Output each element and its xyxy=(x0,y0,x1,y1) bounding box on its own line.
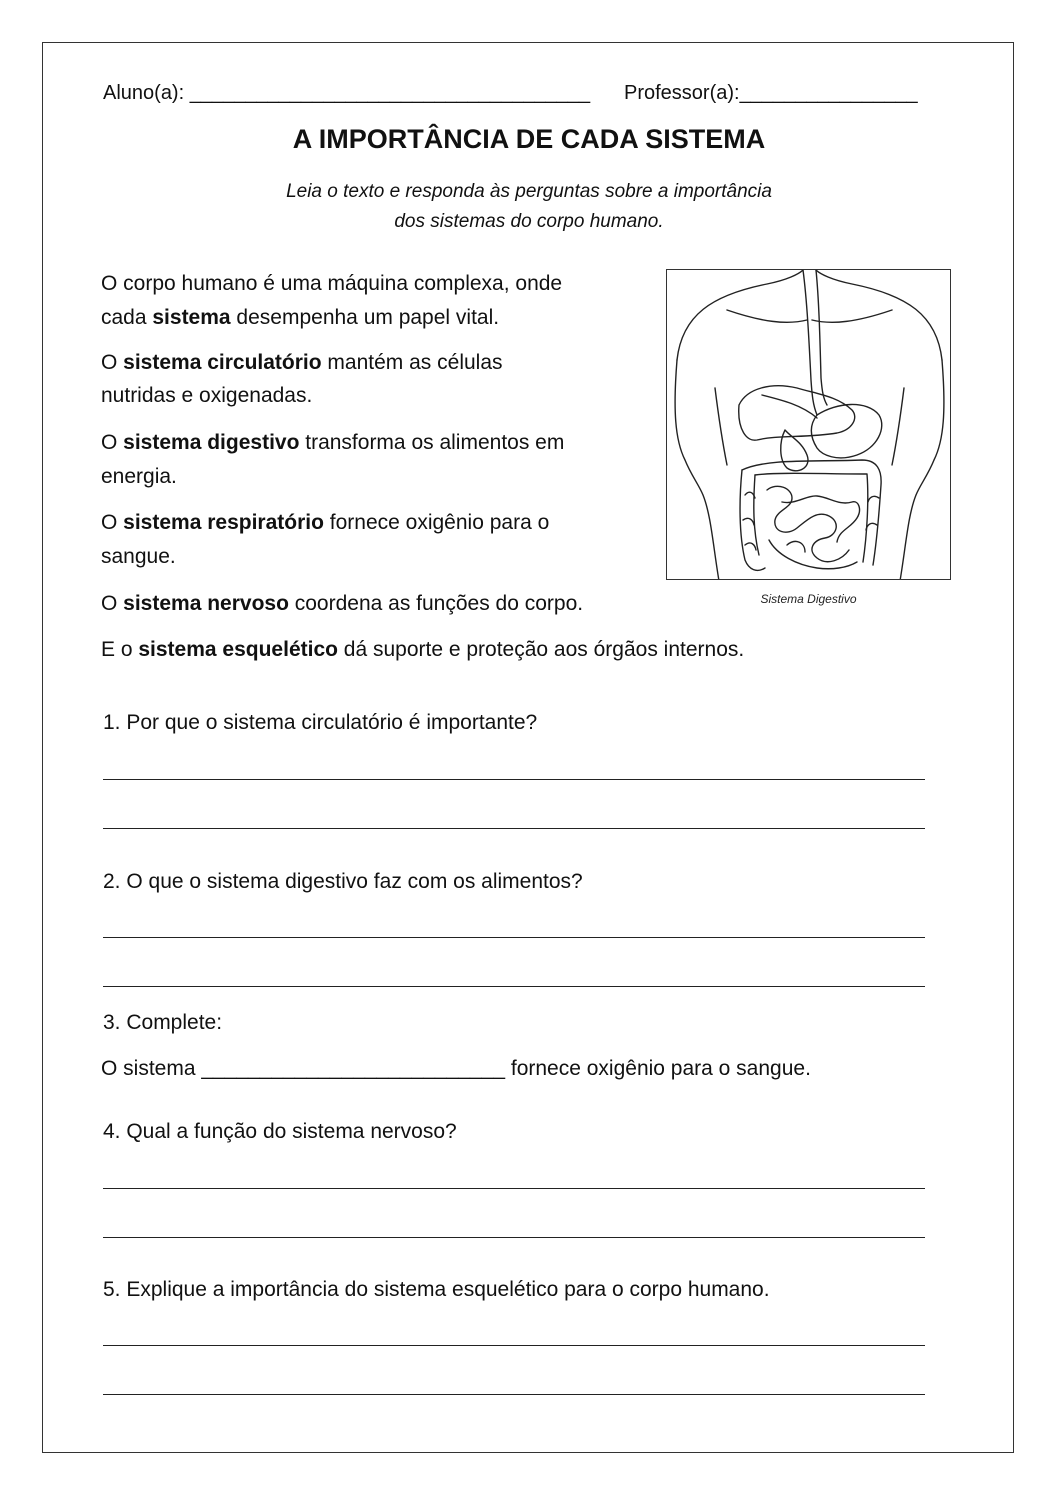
paragraph-4-line-1: O sistema respiratório fornece oxigênio para o xyxy=(101,511,550,534)
paragraph-1-line-1: O corpo humano é uma máquina complexa, onde xyxy=(101,272,563,295)
bold-term: sistema digestivo xyxy=(123,431,300,454)
answer-line[interactable] xyxy=(103,1345,925,1346)
paragraph-5: O sistema nervoso coordena as funções do corpo. xyxy=(101,592,584,615)
bold-term: sistema esquelético xyxy=(138,638,338,661)
instructions-line-2: dos sistemas do corpo humano. xyxy=(394,211,664,232)
bold-term: sistema xyxy=(152,306,231,329)
answer-line[interactable] xyxy=(103,779,925,780)
question-4: 4. Qual a função do sistema nervoso? xyxy=(103,1120,457,1143)
paragraph-2-line-2: nutridas e oxigenadas. xyxy=(101,384,313,407)
answer-line[interactable] xyxy=(103,1394,925,1395)
student-label: Aluno(a): xyxy=(103,82,185,104)
teacher-field xyxy=(624,82,918,105)
paragraph-6: E o sistema esquelético dá suporte e proteção aos órgãos internos. xyxy=(101,638,745,661)
question-3: 3. Complete: xyxy=(103,1011,223,1034)
paragraph-1-line-2: cada sistema desempenha um papel vital. xyxy=(101,306,500,329)
fill-in-blank[interactable]: __________________________ xyxy=(201,1057,506,1080)
question-3-sentence: O sistema __________________________ fornece oxigênio para o sangue. xyxy=(101,1057,811,1080)
question-1: 1. Por que o sistema circulatório é importante? xyxy=(103,711,538,734)
paragraph-3-line-2: energia. xyxy=(101,465,177,488)
paragraph-2-line-1: O sistema circulatório mantém as células xyxy=(101,351,503,374)
answer-line[interactable] xyxy=(103,828,925,829)
paragraph-4-line-2: sangue. xyxy=(101,545,176,568)
answer-line[interactable] xyxy=(103,937,925,938)
bold-term: sistema respiratório xyxy=(123,511,324,534)
bold-term: sistema nervoso xyxy=(123,592,289,615)
digestive-system-illustration-icon xyxy=(667,270,951,580)
teacher-blank[interactable]: ________________ xyxy=(739,82,918,104)
student-blank[interactable]: ____________________________________ xyxy=(189,82,591,104)
bold-term: sistema circulatório xyxy=(123,351,322,374)
question-5: 5. Explique a importância do sistema esquelético para o corpo humano. xyxy=(103,1278,770,1301)
digestive-system-figure xyxy=(666,269,951,580)
page-border xyxy=(42,42,1014,1453)
page-title: A IMPORTÂNCIA DE CADA SISTEMA xyxy=(292,124,766,154)
instructions-line-1: Leia o texto e responda às perguntas sobre a importância xyxy=(286,181,772,202)
answer-line[interactable] xyxy=(103,1237,925,1238)
paragraph-3-line-1: O sistema digestivo transforma os alimentos em xyxy=(101,431,565,454)
question-2: 2. O que o sistema digestivo faz com os alimentos? xyxy=(103,870,583,893)
answer-line[interactable] xyxy=(103,986,925,987)
teacher-label: Professor(a): xyxy=(624,82,740,104)
answer-line[interactable] xyxy=(103,1188,925,1189)
student-field xyxy=(103,82,590,105)
figure-caption: Sistema Digestivo xyxy=(760,592,857,606)
